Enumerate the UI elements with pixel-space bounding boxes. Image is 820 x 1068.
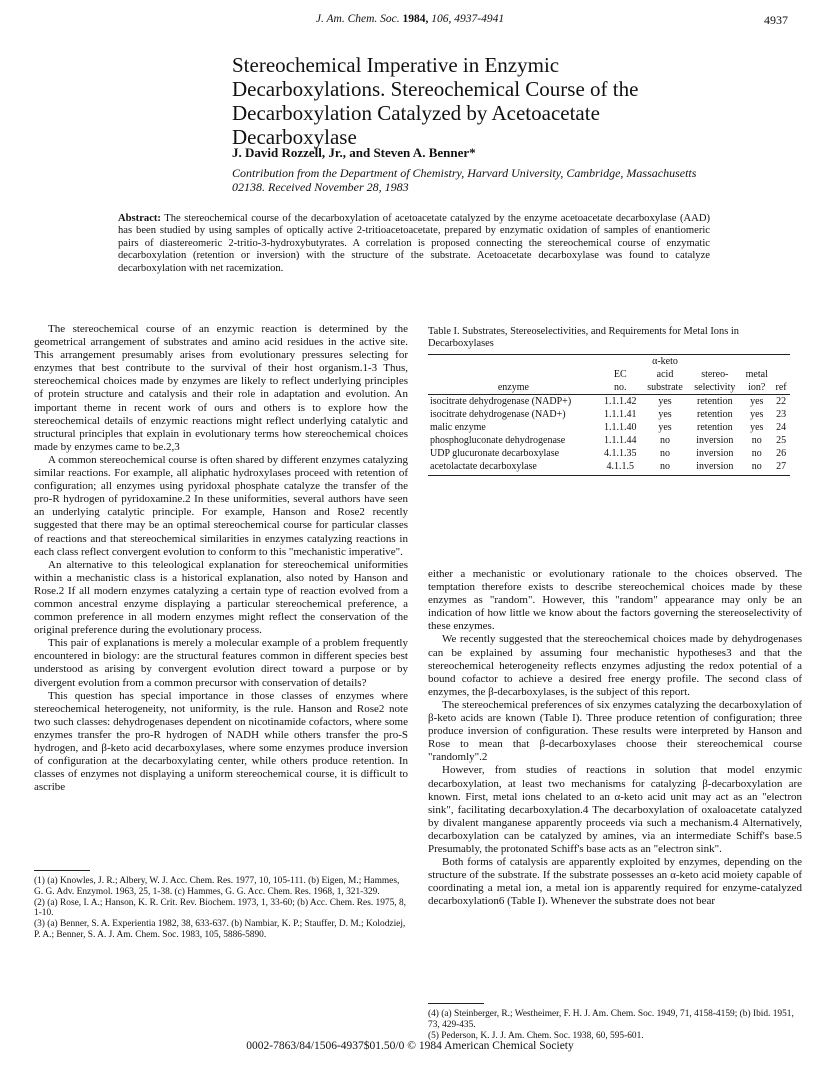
col-header-keto: α-keto: [642, 355, 689, 369]
paragraph: A common stereochemical course is often shared by different enzymes catalyzing similar reactions. For example, all aliphatic hydroxylases proceed with retention of configuration; all enzymes using pyridoxal phosphate catalyze the transfer of the pro-R hydrogen of pyridoxamine.2 In these uniformities, several authors have seen an underlying catalytic principle. For example, Hanson and Rose2 recently suggested that there may be an optimal stereochemical course for particular classes of reactions and that stereochemical similarities in enzymes catalyzing reactions in each class reflect convergent evolution to conform to this "mechanistic imperative".: [34, 453, 408, 558]
header-line: stereo-: [701, 369, 729, 380]
header-line: substrate: [642, 381, 689, 395]
table-row: malic enzyme 1.1.1.40 yes retention yes 24: [430, 422, 787, 433]
journal-year: 1984,: [402, 13, 429, 25]
table-1: [428, 354, 790, 476]
footnotes-left: [34, 876, 408, 941]
page-number: 4937: [764, 13, 788, 27]
header-line: no.: [599, 381, 642, 395]
paragraph: However, from studies of reactions in solution that model enzymic decarboxylation, at least two mechanisms for catalyzing β-decarboxylation are known. First, metal ions chelated to an α-keto acid unit may act as an "electron sink", facilitating decarboxylation.4 The decarboxylation of oxaloacetate catalyzed by divalent manganese apparently proceeds via such a mechanism.4 Alternatively, decarboxylation can be catalyzed by amines, via an intermediate Schiff's base.5 Presumably, the protonated Schiff's base acts as an "electron sink".: [428, 764, 802, 855]
paragraph: An alternative to this teleological explanation for stereochemical uniformities within a mechanistic class is a historical explanation, also noted by Hanson and Rose.2 If all modern enzymes catalyzing a certain type of reaction evolved from a common ancestral enzyme displaying a particular stereochemical preference, a common preference in all modern enzymes might reflect the conservation of the original preference during the evolutionary process.: [34, 558, 408, 637]
col-header-enzyme: [428, 355, 599, 369]
footnote-divider: [428, 1003, 484, 1004]
table-caption: Table I. Substrates, Stereoselectivities, and Requirements for Metal Ions in Decarboxylases: [428, 326, 739, 349]
paragraph: We recently suggested that the stereochemical choices made by dehydrogenases can be explained by assuming four mechanistic hypotheses3 and that the stereochemical heterogeneity reflects enzymes adjusting the redox potential of a bound cofactor to achieve a desired free energy profile. The second class of enzymes, the β-decarboxylases, is the subject of this report.: [428, 633, 802, 698]
header-line: metal: [745, 369, 768, 380]
col-header-stereo: [688, 355, 741, 369]
footnote: (2) (a) Rose, I. A.; Hanson, K. R. Crit. Rev. Biochem. 1973, 1, 33-60; (b) Acc. Chem. Res. 1975, 8, 1-10.: [34, 897, 406, 919]
running-header: [0, 13, 820, 25]
table-row: phosphogluconate dehydrogenase 1.1.1.44 no inversion no 25: [430, 435, 787, 446]
col-header-ref: [772, 355, 790, 369]
header-line: EC: [613, 369, 627, 380]
journal-volume-pages: 106, 4937-4941: [431, 13, 505, 25]
article-title: Stereochemical Imperative in Enzymic Decarboxylations. Stereochemical Course of the Decarboxylation Catalyzed by Acetoacetate Decarboxylase: [232, 53, 639, 149]
table-row: acetolactate decarboxylase 4.1.1.5 no inversion no 27: [428, 460, 790, 476]
paragraph: The stereochemical course of an enzymic reaction is determined by the geometrical arrangement of substrates and amino acid residues in the active site. This arrangement presumably arises from evolutionary pressures selecting for enzymes that best contribute to the survival of their host organism.1-3 Thus, stereochemical choices made by enzymes are likely to reflect underlying principles of protein structure and catalysis and their role in adaptation and evolution. An important theme in recent work of ours and others is to explore how the stereochemical details of enzymic reactions might reflect underlying catalytic and structural principles that explain in evolutionary terms how stereochemical choices made by enzymes came to be.2,3: [34, 323, 408, 453]
paragraph: This pair of explanations is merely a molecular example of a problem frequently encountered in biology: are the structural features common in different species best understood as arising by convergent evolution direct toward a purpose or by divergent evolution from a common precursor with conservation of details?: [34, 637, 408, 689]
right-column: [428, 568, 802, 908]
header-line: ion?: [741, 381, 772, 395]
copyright-line: 0002-7863/84/1506-4937$01.50/0 © 1984 American Chemical Society: [246, 1040, 574, 1052]
table-row: UDP glucuronate decarboxylase 4.1.1.35 no inversion no 26: [430, 448, 787, 459]
affiliation: Contribution from the Department of Chemistry, Harvard University, Cambridge, Massachusetts 02138. Received November 28, 1983: [232, 166, 697, 194]
table-row: isocitrate dehydrogenase (NADP+) 1.1.1.42 yes retention yes 22: [430, 396, 787, 407]
paragraph: Both forms of catalysis are apparently exploited by enzymes, depending on the structure of the substrate. If the substrate possesses an α-keto acid moiety capable of coordinating a metal ion, a metal ion is apparently required for enzyme-catalyzed decarboxylation6 (Table I). Whenever the substrate does not bear: [428, 856, 802, 908]
abstract: [118, 213, 710, 275]
table-row: isocitrate dehydrogenase (NAD+) 1.1.1.41 yes retention yes 23: [430, 409, 787, 420]
footnote: (5) Pederson, K. J. J. Am. Chem. Soc. 1938, 60, 595-601.: [428, 1030, 644, 1041]
authors: J. David Rozzell, Jr., and Steven A. Benner*: [232, 145, 476, 160]
paragraph: The stereochemical preferences of six enzymes catalyzing the decarboxylation of β-keto acids are known (Table I). Three produce retention of configuration; three produce inversion of configuration. These results were interpreted by Hanson and Rose to mean that β-decarboxylases choose their stereochemical course "randomly".2: [428, 698, 802, 764]
abstract-label: Abstract:: [118, 213, 161, 224]
paragraph: This question has special importance in those classes of enzymes where stereochemical heterogeneity, not uniformity, is the rule. Hanson and Rose2 note two such classes: dehydrogenases dependent on nicotinamide cofactors, where some enzymes transfer the pro-R hydrogen of NADH while others transfer the pro-S hydrogen, and β-keto acid decarboxylases, where some enzymes produce inversion of configuration at the decarboxylating center, while others produce retention. In classes of enzymes not displaying a uniform stereochemical course, it is difficult to ascribe: [34, 689, 408, 794]
header-line: ref: [772, 381, 790, 395]
footnotes-right: [428, 1009, 802, 1041]
footnote: (3) (a) Benner, S. A. Experientia 1982, 38, 633-637. (b) Nambiar, K. P.; Stauffer, D. M.; Kolodziej, P. A.; Benner, S. A. J. Am. Chem. Soc. 1983, 105, 5886-5890.: [34, 919, 406, 940]
paragraph: either a mechanistic or evolutionary rationale to the choices observed. The temptation therefore exists to describe stereochemical choices made by these enzymes as "random". However, this "random" appearance may only be an indication of how little we know about the factors governing the stereoselectivity of these enzymes.: [428, 568, 802, 633]
left-column: [34, 323, 408, 794]
footnote: (4) (a) Steinberger, R.; Westheimer, F. H. J. Am. Chem. Soc. 1949, 71, 4158-4159; (b) Ibid. 1951, 73, 429-435.: [428, 1009, 794, 1030]
header-line: selectivity: [688, 381, 741, 395]
journal-name: J. Am. Chem. Soc.: [315, 13, 400, 25]
col-header-metal: [741, 355, 772, 369]
abstract-text: The stereochemical course of the decarboxylation of acetoacetate catalyzed by the enzyme acetoacetate decarboxylase (AAD) has been studied by using samples of optically active 2-tritioacetoacetate, prepared by enzymatic oxidation of samples of enantiomeric pairs of diastereomeric 2-tritio-3-hydroxybutyrates. A correlation is proposed connecting the stereochemical course of enzymatic decarboxylation (retention or inversion) with the structure of the substrate. Acetoacetate decarboxylase was found to catalyze decarboxylation with net racemization.: [118, 213, 710, 274]
header-line: acid: [656, 369, 674, 380]
col-header-ec: [599, 355, 642, 369]
header-line: enzyme: [428, 381, 599, 395]
footnote-divider: [34, 870, 90, 871]
footnote: (1) (a) Knowles, J. R.; Albery, W. J. Acc. Chem. Res. 1977, 10, 105-111. (b) Eigen, M.; Hammes, G. G. Adv. Enzymol. 1963, 25, 1-38. (c) Hammes, G. G. Acc. Chem. Res. 1968, 1, 321-329.: [34, 876, 400, 897]
